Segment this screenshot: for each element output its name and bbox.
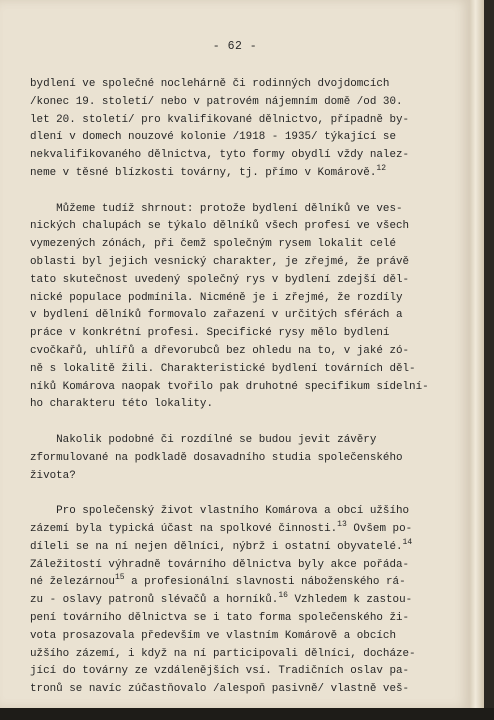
line-text: Pro společenský život vlastního Komárova a obcí užšího: [30, 505, 410, 518]
paragraph: [30, 503, 450, 699]
line-text: tronů se navíc zúčastňovalo /alespoň pasivně/ vlastně veš-: [30, 683, 410, 696]
footnote-reference: 12: [376, 163, 386, 173]
line-text: Můžeme tudíž shrnout: protože bydlení dělníků ve ves-: [30, 202, 403, 215]
text-line: [30, 201, 450, 219]
text-line: [30, 254, 450, 272]
text-line: [30, 539, 450, 557]
text-line: [30, 592, 450, 610]
text-line: [30, 218, 450, 236]
line-text: pení továrního dělnictva se i tato forma společenského ži-: [30, 611, 410, 624]
text-line: [30, 94, 450, 112]
text-line: [30, 681, 450, 699]
line-text: vota prosazovala především ve vlastním Komárově a obcích: [30, 629, 396, 642]
line-text: zázemí byla typická účast na spolkové činnosti.: [30, 522, 338, 535]
line-text: dlení v domech nouzové kolonie /1918 - 1935/ týkající se: [30, 131, 396, 144]
text-line: [30, 379, 450, 397]
paragraph-gap: [30, 485, 450, 503]
text-line: [30, 76, 450, 94]
text-line: [30, 396, 450, 414]
text-line: [30, 503, 450, 521]
line-text: užšího zázemí, i když na ní participovali dělníci, docháze-: [30, 647, 416, 660]
text-line: [30, 112, 450, 130]
footnote-reference: 15: [114, 573, 125, 583]
line-text: né železárnou: [30, 576, 115, 589]
line-text-continuation: Ovšem po-: [346, 522, 413, 535]
line-text: nických chalupách se týkalo dělníků všech profesí ve všech: [30, 220, 410, 233]
line-text: života?: [30, 469, 76, 482]
line-text: tato skutečnost uvedený společný rys v bydlení zdejší děl-: [30, 273, 410, 286]
text-line: [30, 147, 450, 165]
text-line: [30, 450, 450, 468]
text-line: [30, 236, 450, 254]
paragraph-gap: [30, 414, 450, 432]
paragraph: [30, 76, 450, 183]
line-text: vymezených zónách, při čemž společným rysem lokalit celé: [30, 238, 396, 251]
line-text-continuation: a profesionální slavnosti náboženského rá-: [124, 576, 406, 589]
text-line: [30, 610, 450, 628]
line-text-continuation: Vzhledem k zastou-: [287, 594, 413, 607]
text-line: [30, 557, 450, 575]
text-line: [30, 290, 450, 308]
text-line: [30, 272, 450, 290]
line-text: zformulované na podkladě dosavadního studia společenského: [30, 451, 403, 464]
line-text: zu - oslavy patronů slévačů a horníků.: [30, 594, 279, 607]
line-text: níků Komárova naopak tvořilo pak druhotné specifikum sídelní-: [30, 380, 429, 393]
text-line: [30, 521, 450, 539]
text-line: [30, 663, 450, 681]
line-text: díleli se na ní nejen dělníci, nýbrž i ostatní obyvatelé.: [30, 540, 403, 553]
text-line: [30, 361, 450, 379]
text-line: [30, 343, 450, 361]
line-text: let 20. století/ pro kvalifikované dělnictvo, případně by-: [30, 113, 410, 126]
page-number: - 62 -: [212, 40, 258, 53]
line-text: jící do továrny ze vzdálenějších vsí. Tradičních oslav pa-: [30, 665, 410, 678]
page-edge: [470, 0, 484, 708]
line-text: ně s lokalitě žili. Charakteristické bydlení továrních děl-: [30, 362, 416, 375]
footnote-reference: 13: [337, 519, 347, 529]
line-text: v bydlení dělníků formovalo zařazení v určitých sférách a: [30, 309, 403, 322]
line-text: nické populace podmínila. Nicméně je i zřejmé, že rozdíly: [30, 291, 403, 304]
line-text: bydlení ve společné noclehárně či rodinných dvojdomcích: [30, 78, 390, 90]
text-line: [30, 432, 450, 450]
text-line: [30, 646, 450, 664]
paragraph-gap: [30, 183, 450, 201]
text-line: [30, 468, 450, 486]
text-line: [30, 628, 450, 646]
line-text: neme v těsné blízkosti továrny, tj. přímo v Komárově.: [30, 166, 377, 179]
body-text: [30, 76, 450, 699]
paragraph: [30, 201, 450, 415]
text-line: [30, 165, 450, 183]
text-line: [30, 574, 450, 592]
line-text: nekvalifikovaného dělnictva, tyto formy obydlí vždy nalez-: [30, 149, 410, 162]
paragraph: [30, 432, 450, 485]
text-line: [30, 307, 450, 325]
line-text: /konec 19. století/ nebo v patrovém nájemním domě /od 30.: [30, 95, 403, 108]
line-text: práce v konkrétní profesi. Specifické rysy mělo bydlení: [30, 327, 390, 340]
scan-bottom-strip: [0, 708, 494, 720]
footnote-reference: 16: [278, 591, 288, 601]
line-text: Záležitostí výhradně továrního dělnictva byly akce pořáda-: [30, 558, 410, 571]
text-line: [30, 129, 450, 147]
footnote-reference: 14: [402, 537, 413, 547]
line-text: Nakolik podobné či rozdílné se budou jevit závěry: [30, 433, 377, 446]
line-text: ho charakteru této lokality.: [30, 398, 213, 411]
line-text: cvočkařů, uhlířů a dřevorubců bez ohledu na to, v jaké zó-: [30, 344, 410, 357]
text-line: [30, 325, 450, 343]
line-text: oblasti byl jejich vesnický charakter, je zřejmé, že právě: [30, 255, 410, 268]
